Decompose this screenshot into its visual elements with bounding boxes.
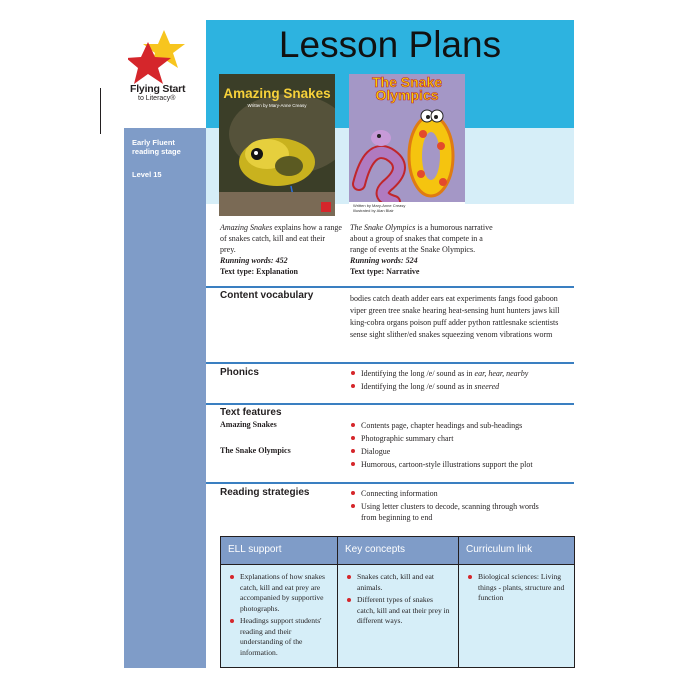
reading-strategies-heading: Reading strategies bbox=[220, 487, 310, 498]
ell-support-list bbox=[221, 565, 337, 658]
section-divider bbox=[206, 286, 574, 288]
key-concept-item: Different types of snakes catch, kill and eat their prey in different ways. bbox=[346, 595, 452, 627]
ell-support-column bbox=[221, 537, 337, 667]
description-text bbox=[220, 222, 342, 255]
reading-stage: Early Fluent reading stage bbox=[132, 138, 181, 157]
reading-strategy-item: Using letter clusters to decode, scanning through words from beginning to end bbox=[350, 501, 540, 523]
phonics-text: Identifying the long /e/ sound as in bbox=[361, 369, 475, 378]
description-body: explains how a range of snakes catch, kill and eat their prey. bbox=[220, 223, 342, 254]
text-feature-item: Dialogue bbox=[350, 446, 566, 457]
curriculum-link-item: Biological sciences: Living things - plants, structure and function bbox=[467, 572, 568, 604]
book-cover-author: Written by Mary-Anne Creasy bbox=[247, 103, 307, 108]
key-concepts-column bbox=[337, 537, 458, 667]
phonics-examples: sneered bbox=[474, 382, 500, 391]
section-divider bbox=[206, 362, 574, 364]
book-cover-snake-olympics bbox=[349, 74, 465, 216]
book-cover-credits bbox=[353, 204, 405, 214]
sidebar bbox=[124, 128, 206, 668]
section-divider bbox=[206, 482, 574, 484]
key-concepts-heading: Key concepts bbox=[338, 537, 458, 565]
book-description-amazing-snakes bbox=[220, 222, 342, 277]
text-feature-item: Contents page, chapter headings and sub-headings bbox=[350, 420, 566, 431]
book-cover-title: Amazing Snakes bbox=[223, 86, 331, 101]
reading-strategy-item: Connecting information bbox=[350, 488, 540, 499]
key-concepts-list bbox=[338, 565, 458, 627]
phonics-examples: ear, hear, nearby bbox=[474, 369, 529, 378]
reading-strategies-list bbox=[350, 488, 540, 525]
section-divider bbox=[206, 403, 574, 405]
key-concepts-body bbox=[338, 565, 458, 667]
summary-table bbox=[220, 536, 575, 668]
ell-support-item: Headings support students' reading and their understanding of the information. bbox=[229, 616, 331, 658]
text-features-book-amazing-snakes: Amazing Snakes bbox=[220, 420, 277, 429]
curriculum-link-list bbox=[459, 565, 574, 604]
brand-name: Flying Start bbox=[130, 83, 186, 95]
page-title: Lesson Plans bbox=[278, 24, 502, 65]
brand-tagline: to Literacy® bbox=[138, 95, 176, 102]
curriculum-link-column bbox=[458, 537, 574, 667]
running-words: Running words: 452 bbox=[220, 256, 288, 265]
description-body: is a humorous narrative about a group of snakes that compete in a range of events at the Snake Olympics. bbox=[350, 223, 493, 254]
reading-level: Level 15 bbox=[132, 170, 162, 179]
curriculum-link-body bbox=[459, 565, 574, 667]
text-feature-item: Humorous, cartoon-style illustrations support the plot bbox=[350, 459, 566, 470]
key-concept-item: Snakes catch, kill and eat animals. bbox=[346, 572, 452, 593]
book-description-snake-olympics bbox=[350, 222, 500, 277]
phonics-text: Identifying the long /e/ sound as in bbox=[361, 382, 475, 391]
text-type: Text type: Narrative bbox=[350, 267, 420, 276]
book-cover-title-line2: Olympics bbox=[375, 87, 439, 104]
text-type: Text type: Explanation bbox=[220, 267, 298, 276]
text-feature-item: Photographic summary chart bbox=[350, 433, 566, 444]
description-book-title: The Snake Olympics bbox=[350, 223, 416, 232]
book-cover-title-line1: The Snake bbox=[371, 74, 443, 90]
description-text bbox=[350, 222, 500, 255]
ell-support-heading: ELL support bbox=[221, 537, 337, 565]
content-vocabulary-words: bodies catch death adder ears eat experiments fangs food gaboon viper green tree snake hearing heat-sensing hunt hunters jaws kill king-cobra organs poison puff adder python rattlesnake scientists sense sight slither/ed snakes squeezing venom vibrations worm bbox=[350, 294, 560, 339]
text-features-heading: Text features bbox=[220, 407, 282, 418]
phonics-heading: Phonics bbox=[220, 367, 259, 378]
ell-support-body bbox=[221, 565, 337, 667]
margin-rule bbox=[100, 88, 101, 134]
text-features-list-amazing-snakes bbox=[350, 420, 566, 446]
phonics-list bbox=[350, 368, 566, 394]
book-cover-amazing-snakes bbox=[219, 74, 335, 216]
text-features-list-snake-olympics bbox=[350, 446, 566, 472]
running-words: Running words: 524 bbox=[350, 256, 418, 265]
book-cover-illustrator: Illustrated by Alan Blair bbox=[353, 208, 394, 214]
content-vocabulary-heading: Content vocabulary bbox=[220, 290, 314, 301]
book-cover-title bbox=[349, 76, 465, 103]
ell-support-item: Explanations of how snakes catch, kill and eat prey are accompanied by supportive photographs. bbox=[229, 572, 331, 614]
book-cover-author: Written by Mary-Anne Creasy bbox=[353, 203, 406, 209]
description-book-title: Amazing Snakes bbox=[220, 223, 273, 232]
phonics-item bbox=[350, 381, 566, 392]
phonics-item bbox=[350, 368, 566, 379]
text-features-book-snake-olympics: The Snake Olympics bbox=[220, 446, 291, 455]
curriculum-link-heading: Curriculum link bbox=[459, 537, 574, 565]
